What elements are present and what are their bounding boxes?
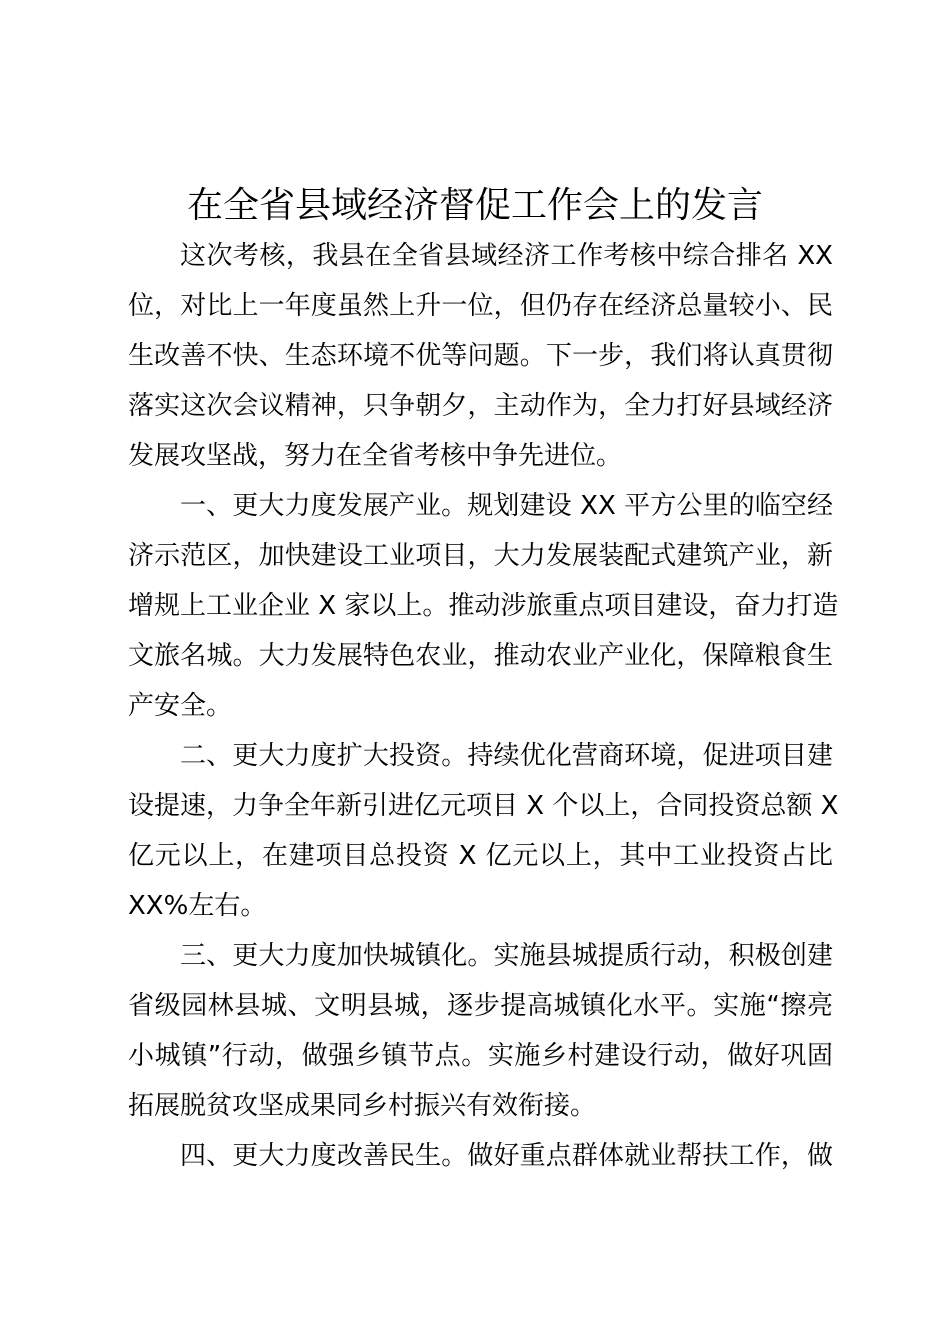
paragraph-line: XX%左右。 — [128, 891, 267, 921]
paragraph-line: 拓展脱贫攻坚成果同乡村振兴有效衔接。 — [128, 1091, 597, 1121]
paragraph-line: 产安全。 — [128, 691, 233, 721]
paragraph-line: 四、更大力度改善民生。做好重点群体就业帮扶工作，做 — [180, 1141, 833, 1171]
paragraph-line: 三、更大力度加快城镇化。实施县城提质行动，积极创建 — [180, 941, 833, 971]
paragraph-line: 这次考核，我县在全省县域经济工作考核中综合排名 XX — [180, 241, 833, 271]
paragraph-line: 省级园林县城、文明县城，逐步提高城镇化水平。实施“擦亮 — [128, 991, 833, 1021]
paragraph-line: 二、更大力度扩大投资。持续优化营商环境，促进项目建 — [180, 741, 833, 771]
paragraph-line: 生改善不快、生态环境不优等问题。下一步，我们将认真贯彻 — [128, 341, 833, 371]
document-title: 在全省县域经济督促工作会上的发言 — [186, 185, 763, 226]
paragraph-line: 小城镇”行动，做强乡镇节点。实施乡村建设行动，做好巩固 — [128, 1041, 833, 1071]
paragraph-line: 文旅名城。大力发展特色农业，推动农业产业化，保障粮食生 — [128, 641, 833, 671]
paragraph-line: 设提速，力争全年新引进亿元项目 X 个以上，合同投资总额 X — [128, 791, 839, 821]
paragraph-line: 落实这次会议精神，只争朝夕，主动作为，全力打好县域经济 — [128, 391, 833, 421]
paragraph-line: 增规上工业企业 X 家以上。推动涉旅重点项目建设，奋力打造 — [128, 591, 839, 621]
paragraph-line: 亿元以上，在建项目总投资 X 亿元以上，其中工业投资占比 — [128, 841, 833, 871]
paragraph-line: 济示范区，加快建设工业项目，大力发展装配式建筑产业，新 — [128, 541, 833, 571]
paragraph-line: 发展攻坚战，努力在全省考核中争先进位。 — [128, 441, 623, 471]
paragraph-line: 位，对比上一年度虽然上升一位，但仍存在经济总量较小、民 — [128, 291, 833, 321]
paragraph-line: 一、更大力度发展产业。规划建设 XX 平方公里的临空经 — [180, 491, 833, 521]
